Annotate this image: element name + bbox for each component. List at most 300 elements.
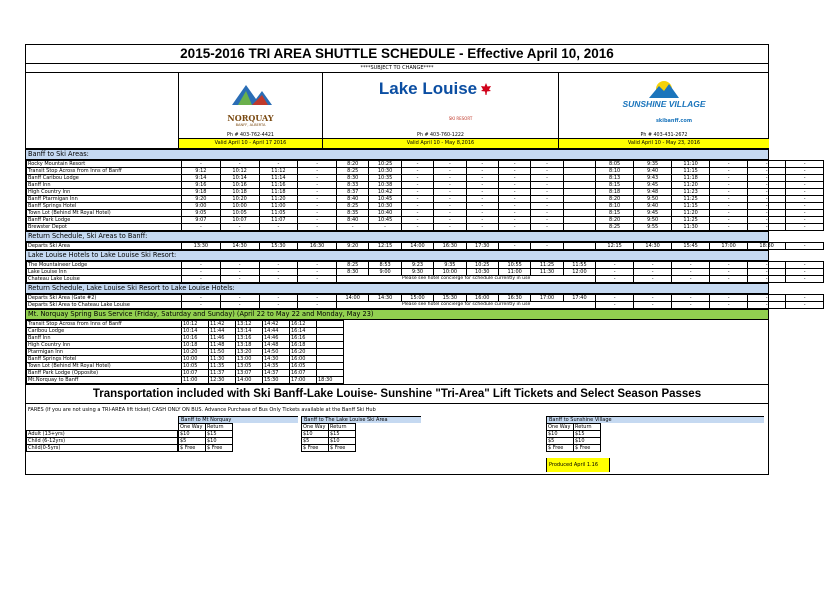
sunshine-time: - [748, 203, 786, 210]
norquay-spring-time: 11:46 [209, 335, 236, 342]
norquay-spring-time: 11:37 [209, 370, 236, 377]
norquay-time: - [259, 161, 298, 168]
norquay-time: - [298, 182, 337, 189]
lake-louise-time: 9:23 [401, 262, 433, 269]
norquay-spring-time: 10:07 [182, 370, 209, 377]
sunshine-time: 11:15 [672, 203, 710, 210]
lake-louise-time: 8:25 [337, 203, 369, 210]
norquay-spring-time: 10:00 [182, 356, 209, 363]
lake-louise-time: 11:00 [498, 269, 530, 276]
norquay-spring-time: 12:30 [209, 377, 236, 384]
norquay-time: - [182, 295, 221, 302]
lake-louise-time: - [434, 161, 466, 168]
fare-col-header: One Way [179, 424, 206, 431]
norquay-spring-time: 14:42 [263, 321, 290, 328]
stop-name: Banff Ptarmigan Inn [27, 196, 182, 203]
sunshine-time: - [634, 269, 672, 276]
table-row [27, 243, 824, 250]
sunshine-time: - [786, 182, 824, 189]
lake-louise-time: 10:25 [466, 262, 498, 269]
lake-louise-time: - [401, 196, 433, 203]
sunshine-time: - [748, 262, 786, 269]
norquay-time: 16:30 [298, 243, 337, 250]
logo-spacer [26, 73, 179, 148]
norquay-time: 10:20 [220, 196, 259, 203]
lake-louise-time: - [531, 196, 563, 203]
lake-louise-time: 12:15 [369, 243, 401, 250]
fare-labels [26, 430, 178, 452]
subject-to-change: ****SUBJECT TO CHANGE**** [26, 64, 768, 73]
lake-louise-time [563, 243, 595, 250]
lake-louise-time: 10:35 [369, 175, 401, 182]
lake-louise-time: - [466, 203, 498, 210]
lake-louise-time: - [401, 203, 433, 210]
sunshine-valid: Valid April 10 - May 23, 2016 [559, 138, 769, 148]
lake-louise-phone: Ph # 403-760-1222 [417, 133, 464, 138]
lake-louise-time: - [434, 196, 466, 203]
norquay-time: 13:30 [182, 243, 221, 250]
norquay-sub: BANFF, ALBERTA [235, 123, 266, 127]
lake-louise-time: - [498, 210, 530, 217]
fare-route-header: Banff to Sunshine Village [546, 416, 764, 423]
norquay-time: - [259, 295, 298, 302]
norquay-time: - [182, 302, 221, 309]
lake-louise-time: 15:00 [401, 295, 433, 302]
fare-value: $ Free [547, 445, 574, 452]
lake-louise-name: Lake Louise [378, 79, 478, 98]
lake-louise-time: 9:00 [369, 269, 401, 276]
norquay-spring-time: 16:07 [290, 370, 317, 377]
sunshine-time: 14:30 [634, 243, 672, 250]
lake-louise-time [563, 189, 595, 196]
norquay-spring-time: 13:05 [236, 363, 263, 370]
norquay-time: 11:18 [259, 189, 298, 196]
fare-col-header: Return [329, 424, 356, 431]
lake-louise-time: - [434, 224, 466, 231]
sunshine-time: - [786, 161, 824, 168]
lake-louise-time: 8:20 [337, 161, 369, 168]
fare-route-header: Banff to Mt Norquay [178, 416, 298, 423]
sunshine-time: - [710, 262, 748, 269]
lake-louise-time [563, 210, 595, 217]
stop-name: Banff Inn [27, 182, 182, 189]
lake-louise-time: 8:40 [337, 196, 369, 203]
return-to-banff-table [26, 242, 824, 250]
lake-louise-time [563, 203, 595, 210]
norquay-spring-time: 13:07 [236, 370, 263, 377]
lake-louise-time: - [498, 175, 530, 182]
sunshine-time: - [786, 196, 824, 203]
norquay-time: 10:07 [220, 217, 259, 224]
norquay-spring-time: 13:16 [236, 335, 263, 342]
norquay-time: - [182, 224, 221, 231]
lake-louise-time: - [531, 243, 563, 250]
lake-louise-time: - [466, 217, 498, 224]
schedule-sheet [25, 44, 806, 475]
lake-louise-time: 17:00 [531, 295, 563, 302]
norquay-time: - [259, 269, 298, 276]
stop-name: Caribou Lodge [27, 328, 182, 335]
norquay-time: - [220, 269, 259, 276]
norquay-spring-time: 13:14 [236, 328, 263, 335]
sunshine-time: - [748, 161, 786, 168]
sunshine-time: 8:18 [596, 189, 634, 196]
sunshine-time: - [748, 302, 786, 309]
lake-louise-time: - [531, 224, 563, 231]
fare-table [301, 423, 356, 452]
return-ll-table [26, 294, 824, 309]
norquay-spring-time: 15:30 [263, 377, 290, 384]
norquay-logo-cell [179, 73, 323, 148]
table-row [302, 445, 356, 452]
lake-louise-time: 11:55 [563, 262, 595, 269]
norquay-time: - [220, 262, 259, 269]
lake-louise-time: - [466, 224, 498, 231]
stop-name: Departs Ski Area to Chateau Lake Louise [27, 302, 182, 309]
sunshine-time: - [634, 302, 672, 309]
sunshine-time: - [786, 243, 824, 250]
norquay-spring-time: 16:18 [290, 342, 317, 349]
lake-louise-time: 8:25 [337, 262, 369, 269]
sunshine-time: 8:20 [596, 196, 634, 203]
stop-name: Banff Park Lodge (Opposite) [27, 370, 182, 377]
table-row [27, 182, 824, 189]
lake-louise-time: - [531, 175, 563, 182]
lake-louise-time: - [401, 224, 433, 231]
sunshine-url: skibanff.com [655, 118, 693, 124]
lake-louise-time: 16:30 [498, 295, 530, 302]
table-row [27, 210, 824, 217]
norquay-valid: Valid April 10 - April 17 2016 [179, 138, 322, 148]
sunshine-phone: Ph # 403-431-2672 [640, 133, 688, 138]
norquay-time: - [220, 276, 259, 283]
table-row [27, 349, 344, 356]
norquay-spring-time: 14:00 [236, 377, 263, 384]
sunshine-time: - [710, 302, 748, 309]
lake-louise-time: - [369, 224, 401, 231]
lake-louise-time: - [466, 168, 498, 175]
lake-louise-time: - [434, 182, 466, 189]
table-row [27, 302, 824, 309]
sunshine-time: - [748, 269, 786, 276]
sunshine-time: - [748, 175, 786, 182]
fare-value: $10 [329, 438, 356, 445]
table-row [27, 377, 344, 384]
stop-name: High Country Inn [27, 189, 182, 196]
lake-louise-time: - [434, 203, 466, 210]
norquay-spring-time: 14:48 [263, 342, 290, 349]
lake-louise-time: 8:33 [337, 182, 369, 189]
norquay-name: NORQUAY [227, 113, 274, 123]
sunshine-time: 9:43 [634, 175, 672, 182]
stop-name: Banff Inn [27, 335, 182, 342]
lake-louise-time [563, 161, 595, 168]
sunshine-time: - [786, 175, 824, 182]
norquay-time: - [298, 189, 337, 196]
lake-louise-time: 10:00 [434, 269, 466, 276]
table-row [179, 424, 233, 431]
sunshine-time: 9:40 [634, 203, 672, 210]
norquay-time: - [298, 276, 337, 283]
norquay-spring-time: 10:16 [182, 335, 209, 342]
sunshine-time: - [748, 217, 786, 224]
fare-value: $10 [206, 438, 233, 445]
norquay-time: 10:14 [220, 175, 259, 182]
lake-louise-note: Please see hotel concierge for schedule currently in use [337, 276, 596, 283]
norquay-time: 11:20 [259, 196, 298, 203]
norquay-time: - [298, 262, 337, 269]
norquay-time: - [298, 224, 337, 231]
lake-louise-time: - [466, 210, 498, 217]
fare-value: $10 [179, 431, 206, 438]
lake-louise-time: 15:30 [434, 295, 466, 302]
fare-value: $10 [574, 438, 601, 445]
norquay-spring-time [317, 335, 344, 342]
sunshine-time: 11:20 [672, 210, 710, 217]
norquay-spring-time: 14:46 [263, 335, 290, 342]
lake-louise-time: - [401, 161, 433, 168]
lake-louise-time: - [434, 175, 466, 182]
sunshine-time: - [596, 269, 634, 276]
norquay-spring-time: 13:12 [236, 321, 263, 328]
fare-value: $15 [206, 431, 233, 438]
lake-louise-time: - [466, 196, 498, 203]
table-row [547, 445, 601, 452]
norquay-spring-time [317, 349, 344, 356]
sunshine-time: 8:20 [596, 217, 634, 224]
norquay-spring-time: 13:00 [236, 356, 263, 363]
fare-value: $ Free [329, 445, 356, 452]
lake-louise-time: 9:20 [337, 243, 369, 250]
sunshine-time: - [634, 295, 672, 302]
table-row [27, 189, 824, 196]
fare-value: $10 [547, 431, 574, 438]
stop-name: High Country Inn [27, 342, 182, 349]
fare-col-header: Return [206, 424, 233, 431]
fares-table-area [26, 416, 768, 474]
lake-louise-time: - [401, 210, 433, 217]
norquay-spring-time: 14:50 [263, 349, 290, 356]
lake-louise-time: 8:30 [337, 175, 369, 182]
lake-louise-time: - [466, 175, 498, 182]
stop-name: The Mountaineer Lodge [27, 262, 182, 269]
fare-value: $15 [574, 431, 601, 438]
table-row [302, 431, 356, 438]
lake-louise-time [563, 217, 595, 224]
table-row [27, 370, 344, 377]
norquay-spring-time [317, 370, 344, 377]
sunshine-time: - [672, 302, 710, 309]
norquay-time: - [220, 161, 259, 168]
norquay-time: 10:05 [220, 210, 259, 217]
norquay-time: - [259, 276, 298, 283]
norquay-time: 11:07 [259, 217, 298, 224]
norquay-time: - [298, 196, 337, 203]
sunshine-time: - [710, 203, 748, 210]
sunshine-time: - [786, 262, 824, 269]
sunshine-time: - [710, 217, 748, 224]
lake-louise-note: Please see hotel concierge for schedule currently in use [337, 302, 596, 309]
lake-louise-time: 8:35 [337, 210, 369, 217]
sunshine-time: 9:50 [634, 196, 672, 203]
norquay-spring-time: 18:30 [317, 377, 344, 384]
norquay-time: 10:12 [220, 168, 259, 175]
sunshine-time: - [710, 295, 748, 302]
section-ll-hotels: Lake Louise Hotels to Lake Louise Ski Resort: [26, 250, 768, 261]
norquay-time: - [182, 269, 221, 276]
norquay-time: - [220, 295, 259, 302]
table-row [27, 363, 344, 370]
sunshine-time: - [672, 276, 710, 283]
lake-louise-time: 16:00 [466, 295, 498, 302]
lake-louise-time: 8:37 [337, 189, 369, 196]
sunshine-time: 8:13 [596, 175, 634, 182]
norquay-spring-time: 11:50 [209, 349, 236, 356]
norquay-time: 15:30 [259, 243, 298, 250]
norquay-spring-time [317, 321, 344, 328]
transport-banner: Transportation included with Ski Banff-Lake Louise- Sunshine "Tri-Area" Lift Tickets and Select Season Passes [26, 384, 768, 404]
lake-louise-time: - [498, 161, 530, 168]
table-row [27, 203, 824, 210]
sunshine-time: - [710, 168, 748, 175]
sunshine-time: - [672, 262, 710, 269]
sunshine-time: - [596, 302, 634, 309]
norquay-time: 11:00 [259, 203, 298, 210]
fare-table [178, 423, 233, 452]
lake-louise-time: 10:30 [466, 269, 498, 276]
lake-louise-time: 17:30 [466, 243, 498, 250]
sunshine-time: - [748, 295, 786, 302]
lake-louise-time: 10:45 [369, 196, 401, 203]
lake-louise-time: 10:30 [369, 203, 401, 210]
lake-louise-time [563, 175, 595, 182]
sunshine-time: - [634, 276, 672, 283]
norquay-time: 9:16 [182, 182, 221, 189]
table-row [27, 168, 824, 175]
table-row [27, 321, 344, 328]
sunshine-time: 11:15 [672, 168, 710, 175]
lake-louise-valid: Valid April 10 - May 8,2016 [323, 138, 558, 148]
lake-louise-time: 11:30 [531, 269, 563, 276]
norquay-time: - [220, 302, 259, 309]
norquay-time: 10:18 [220, 189, 259, 196]
sunshine-time: - [672, 295, 710, 302]
sunshine-time: - [710, 276, 748, 283]
norquay-spring-time [317, 363, 344, 370]
lake-louise-time: 10:25 [369, 161, 401, 168]
fare-label: Child(0-5yrs) [27, 445, 178, 452]
sunshine-time: - [748, 189, 786, 196]
stop-name: Ptarmigan Inn [27, 349, 182, 356]
sunshine-time: - [710, 189, 748, 196]
sunshine-time: - [786, 295, 824, 302]
norquay-spring-table [26, 320, 344, 384]
section-return-ll: Return Schedule, Lake Louise Ski Resort to Lake Louise Hotels: [26, 283, 768, 294]
lake-louise-time: 8:53 [369, 262, 401, 269]
schedule-body [26, 149, 806, 384]
lake-louise-time: 9:35 [434, 262, 466, 269]
stop-name: Departs Ski Area (Gate #2) [27, 295, 182, 302]
sunshine-time: 8:15 [596, 210, 634, 217]
norquay-time: 11:05 [259, 210, 298, 217]
stop-name: Mt.Norquay to Banff [27, 377, 182, 384]
fare-value: $5 [547, 438, 574, 445]
maple-leaf-icon [480, 83, 492, 95]
norquay-time: - [259, 224, 298, 231]
norquay-spring-time: 13:18 [236, 342, 263, 349]
lake-louise-time: 8:40 [337, 217, 369, 224]
sunshine-time: 15:45 [672, 243, 710, 250]
lake-louise-time: - [466, 189, 498, 196]
table-row [27, 328, 344, 335]
fare-col-header: Return [574, 424, 601, 431]
lake-louise-time: - [531, 203, 563, 210]
fare-value: $ Free [302, 445, 329, 452]
table-row [179, 445, 233, 452]
norquay-time: 9:07 [182, 217, 221, 224]
table-row [27, 342, 344, 349]
norquay-time: 10:16 [220, 182, 259, 189]
norquay-spring-time: 16:14 [290, 328, 317, 335]
norquay-time: - [298, 203, 337, 210]
lake-louise-time: - [498, 182, 530, 189]
sunshine-time: 18:30 [748, 243, 786, 250]
lake-louise-time: - [498, 243, 530, 250]
table-row [27, 196, 824, 203]
stop-name: Transit Stop Across from Inns of Banff [27, 168, 182, 175]
stop-name: Transit Stop Across from Inns of Banff [27, 321, 182, 328]
sunshine-time: - [672, 269, 710, 276]
norquay-time: - [259, 302, 298, 309]
norquay-spring-time: 14:44 [263, 328, 290, 335]
norquay-spring-time: 17:00 [290, 377, 317, 384]
table-row [27, 431, 178, 438]
sunshine-time: - [596, 295, 634, 302]
sunshine-time: 9:45 [634, 182, 672, 189]
lake-louise-time: 10:45 [369, 217, 401, 224]
lake-louise-time [563, 224, 595, 231]
norquay-time: - [220, 224, 259, 231]
sunshine-time: - [748, 168, 786, 175]
lake-louise-time: - [498, 203, 530, 210]
sunshine-time: - [786, 276, 824, 283]
sunshine-time: - [786, 210, 824, 217]
norquay-time: - [182, 161, 221, 168]
sunshine-time: 8:25 [596, 224, 634, 231]
table-row [27, 217, 824, 224]
norquay-time: 9:05 [182, 210, 221, 217]
stop-name: Brewster Depot [27, 224, 182, 231]
lake-louise-logo-cell [323, 73, 559, 148]
table-row [27, 224, 824, 231]
sunshine-time: - [786, 189, 824, 196]
stop-name: Town Lot (Behind Mt Royal Hotel) [27, 363, 182, 370]
sunshine-time: 12:15 [596, 243, 634, 250]
table-row [27, 335, 344, 342]
norquay-time: - [298, 217, 337, 224]
sunshine-time: - [786, 217, 824, 224]
sunshine-time: 8:15 [596, 182, 634, 189]
lake-louise-time: 8:25 [337, 168, 369, 175]
lake-louise-time: - [401, 189, 433, 196]
sunshine-time: 9:40 [634, 168, 672, 175]
norquay-spring-time: 14:30 [263, 356, 290, 363]
sunshine-time: - [786, 203, 824, 210]
norquay-phone: Ph # 403-762-4421 [227, 133, 274, 138]
table-row [179, 438, 233, 445]
norquay-time: 10:00 [220, 203, 259, 210]
norquay-time: - [298, 269, 337, 276]
